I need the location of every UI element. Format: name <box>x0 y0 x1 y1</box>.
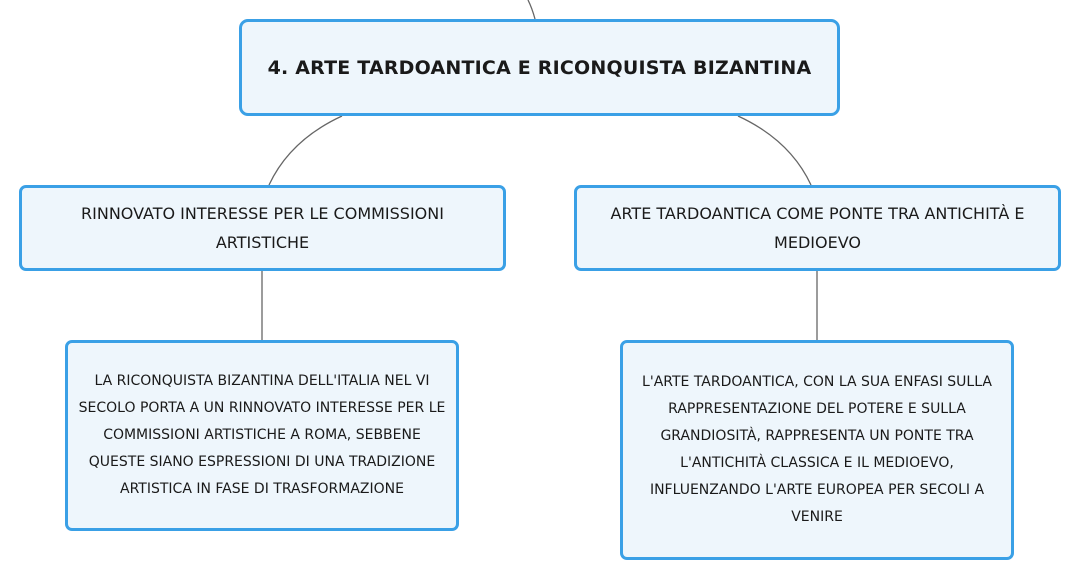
connector-root-to-right-branch <box>738 116 811 185</box>
connector-parent-to-root <box>528 0 535 19</box>
detail-node-commissioni[interactable] <box>65 340 459 531</box>
subtopic-node-ponte[interactable] <box>574 185 1061 271</box>
root-topic-label: 4. ARTE TARDOANTICA E RICONQUISTA BIZANTINA <box>267 56 812 79</box>
connector-root-to-left-branch <box>269 116 342 185</box>
root-topic-node[interactable] <box>239 19 840 116</box>
detail-text-commissioni: LA RICONQUISTA BIZANTINA DELL'ITALIA NEL VI SECOLO PORTA A UN RINNOVATO INTERESSE PER LE COMMISSIONI ARTISTICHE A ROMA, SEBBENE QUESTE SIANO ESPRESSIONI DI UNA TRADIZIONE ARTISTICA IN FASE DI TRASFORMAZIONE <box>78 373 446 497</box>
subtopic-label-commissioni: RINNOVATO INTERESSE PER LE COMMISSIONI ARTISTICHE <box>81 204 444 252</box>
subtopic-label-ponte: ARTE TARDOANTICA COME PONTE TRA ANTICHITÀ E MEDIOEVO <box>610 204 1025 252</box>
detail-text-ponte: L'ARTE TARDOANTICA, CON LA SUA ENFASI SULLA RAPPRESENTAZIONE DEL POTERE E SULLA GRANDIOSITÀ, RAPPRESENTA UN PONTE TRA L'ANTICHITÀ CLASSICA E IL MEDIOEVO, INFLUENZANDO L'ARTE EUROPEA PER SECOLI A VENIRE <box>642 374 992 525</box>
detail-node-ponte[interactable] <box>620 340 1014 560</box>
subtopic-node-commissioni[interactable] <box>19 185 506 271</box>
